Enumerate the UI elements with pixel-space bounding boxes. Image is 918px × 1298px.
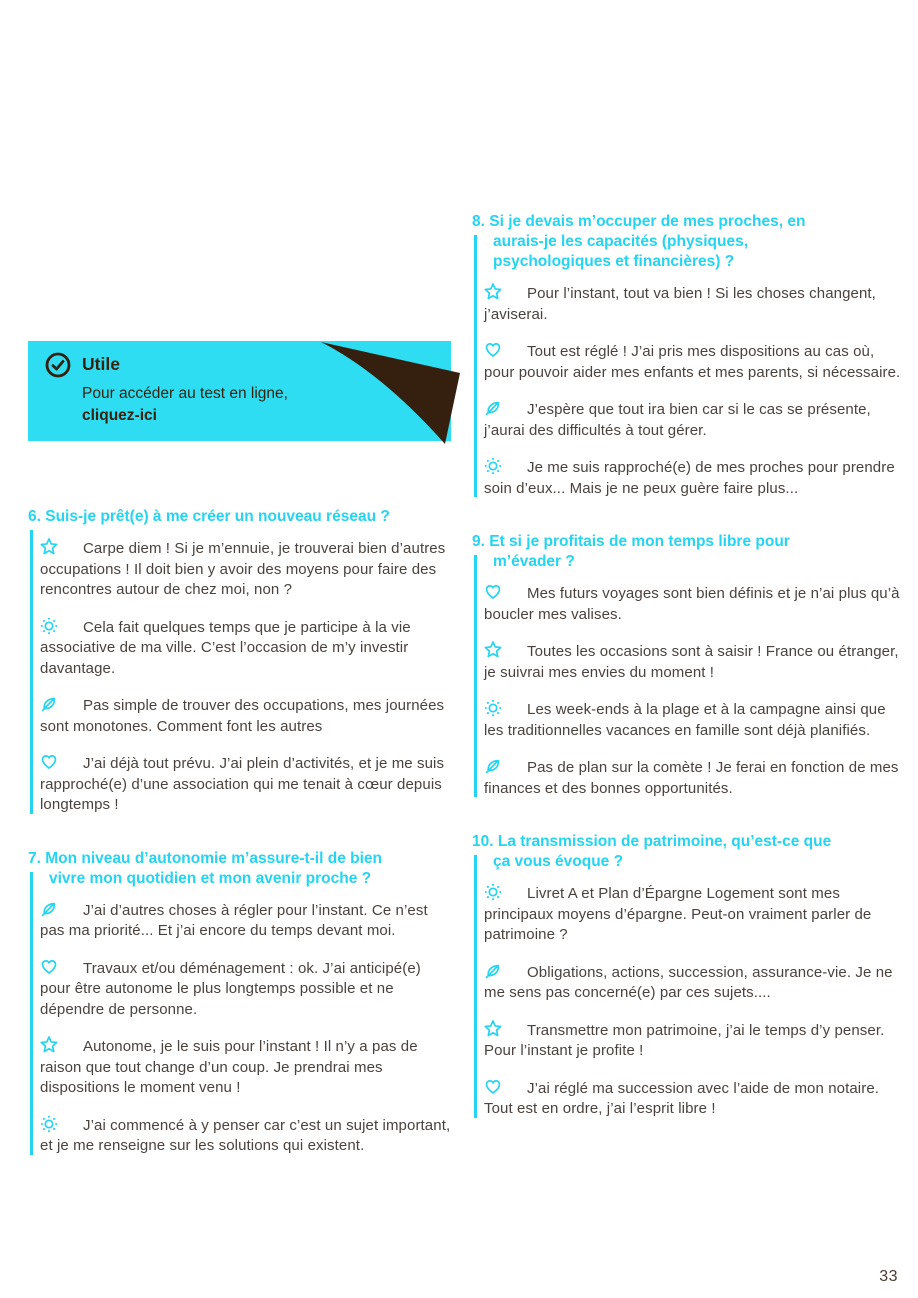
question-title: 10. La transmission de patrimoine, qu’est-ce que ça vous évoque ? <box>472 833 832 870</box>
heart-icon <box>484 1078 502 1096</box>
leaf-icon <box>40 900 58 918</box>
sun-icon <box>484 457 502 475</box>
right-column <box>472 212 904 1153</box>
sun-icon <box>40 1115 58 1133</box>
answer-option: Livret A et Plan d’Épargne Logement sont mes principaux moyens d’épargne. Peut-on vraiment parler de patrimoine ? <box>484 885 872 943</box>
answers-list <box>472 283 904 499</box>
question-6 <box>28 507 451 816</box>
sun-icon <box>40 617 58 635</box>
answers-list <box>28 900 451 1157</box>
leaf-icon <box>484 962 502 980</box>
leaf-icon <box>484 757 502 775</box>
answer-option: Je me suis rapproché(e) de mes proches pour prendre soin d’eux... Mais je ne peux guère faire plus... <box>484 459 895 497</box>
answer-option: Toutes les occasions sont à saisir ! France ou étranger, je suivrai mes envies du moment ! <box>484 643 899 681</box>
star-icon <box>40 1036 58 1054</box>
question-title: 8. Si je devais m’occuper de mes proches, en aurais-je les capacités (physiques, psychologiques et financières) ? <box>472 213 806 270</box>
leaf-icon <box>40 695 58 713</box>
callout-text: Pour accéder au test en ligne, <box>82 385 288 402</box>
answer-option: Pour l’instant, tout va bien ! Si les choses changent, j’aviserai. <box>484 285 876 323</box>
answer-option: Carpe diem ! Si je m’ennuie, je trouverai bien d’autres occupations ! Il doit bien y avoir des moyens pour faire des rencontres autour de chez moi, non ? <box>40 540 446 598</box>
answer-option: Mes futurs voyages sont bien définis et je n’ai plus qu’à boucler mes valises. <box>484 585 900 623</box>
question-9 <box>472 532 904 799</box>
online-test-callout <box>28 341 451 441</box>
answer-option: Les week-ends à la plage et à la campagne ainsi que les traditionnelles vacances en famille sont déjà planifiés. <box>484 701 886 739</box>
answer-option: Obligations, actions, succession, assurance-vie. Je ne me sens pas concerné(e) par ces sujets.... <box>484 963 893 1001</box>
callout-title: Utile <box>82 354 120 374</box>
answer-option: Pas simple de trouver des occupations, mes journées sont monotones. Comment font les autres <box>40 697 445 735</box>
answer-option: Travaux et/ou déménagement : ok. J’ai anticipé(e) pour être autonome le plus longtemps possible et ne dépendre de personne. <box>40 959 421 1018</box>
heart-icon <box>484 341 502 359</box>
star-icon <box>484 641 502 659</box>
answer-option: J’ai réglé ma succession avec l’aide de mon notaire. Tout est en ordre, j’ai l’esprit libre ! <box>484 1079 880 1117</box>
leaf-icon <box>484 399 502 417</box>
check-circle-icon <box>44 351 72 379</box>
online-test-link[interactable]: cliquez-ici <box>82 407 157 424</box>
question-accent-line <box>474 555 477 797</box>
answer-option: J’espère que tout ira bien car si le cas se présente, j’aurai des difficultés à tout gérer. <box>484 401 871 439</box>
answer-option: J’ai d’autres choses à régler pour l’instant. Ce n’est pas ma priorité... Et j’ai encore du temps devant moi. <box>40 901 428 939</box>
star-icon <box>484 283 502 301</box>
heart-icon <box>40 958 58 976</box>
sun-icon <box>484 699 502 717</box>
answers-list <box>28 538 451 816</box>
heart-icon <box>40 753 58 771</box>
star-icon <box>40 538 58 556</box>
answer-option: Tout est réglé ! J’ai pris mes dispositions au cas où, pour pouvoir aider mes enfants et mes parents, si nécessaire. <box>484 343 901 381</box>
question-8 <box>472 212 904 499</box>
question-title: 9. Et si je profitais de mon temps libre pour m’évader ? <box>472 533 790 570</box>
answers-list <box>472 583 904 799</box>
star-icon <box>484 1020 502 1038</box>
sun-icon <box>484 883 502 901</box>
answer-option: Cela fait quelques temps que je participe à la vie associative de ma ville. C’est l’occasion de m’y investir davantage. <box>40 618 411 677</box>
answer-option: Autonome, je le suis pour l’instant ! Il n’y a pas de raison que tout change d’un coup. Je prendrai mes dispositions le moment venu ! <box>40 1038 418 1096</box>
answers-list <box>472 883 904 1120</box>
question-accent-line <box>30 530 33 814</box>
question-10 <box>472 832 904 1120</box>
question-7 <box>28 849 451 1157</box>
answer-option: Pas de plan sur la comète ! Je ferai en fonction de mes finances et des bonnes opportunités. <box>484 759 899 797</box>
question-title: 6. Suis-je prêt(e) à me créer un nouveau réseau ? <box>28 508 390 525</box>
question-accent-line <box>30 872 33 1155</box>
page-number: 33 <box>879 1268 898 1285</box>
answer-option: Transmettre mon patrimoine, j’ai le temps d’y penser. Pour l’instant je profite ! <box>484 1021 885 1059</box>
question-title: 7. Mon niveau d’autonomie m’assure-t-il de bien vivre mon quotidien et mon avenir proche ? <box>28 849 382 887</box>
question-accent-line <box>474 235 477 497</box>
heart-icon <box>484 583 502 601</box>
answer-option: J’ai déjà tout prévu. J’ai plein d’activités, et je me suis rapproché(e) d’une association qui me tenait à cœur depuis longtemps ! <box>40 755 445 813</box>
question-accent-line <box>474 855 477 1118</box>
left-column <box>28 341 451 1190</box>
answer-option: J’ai commencé à y penser car c’est un sujet important, et je me renseigne sur les solutions qui existent. <box>40 1116 451 1154</box>
